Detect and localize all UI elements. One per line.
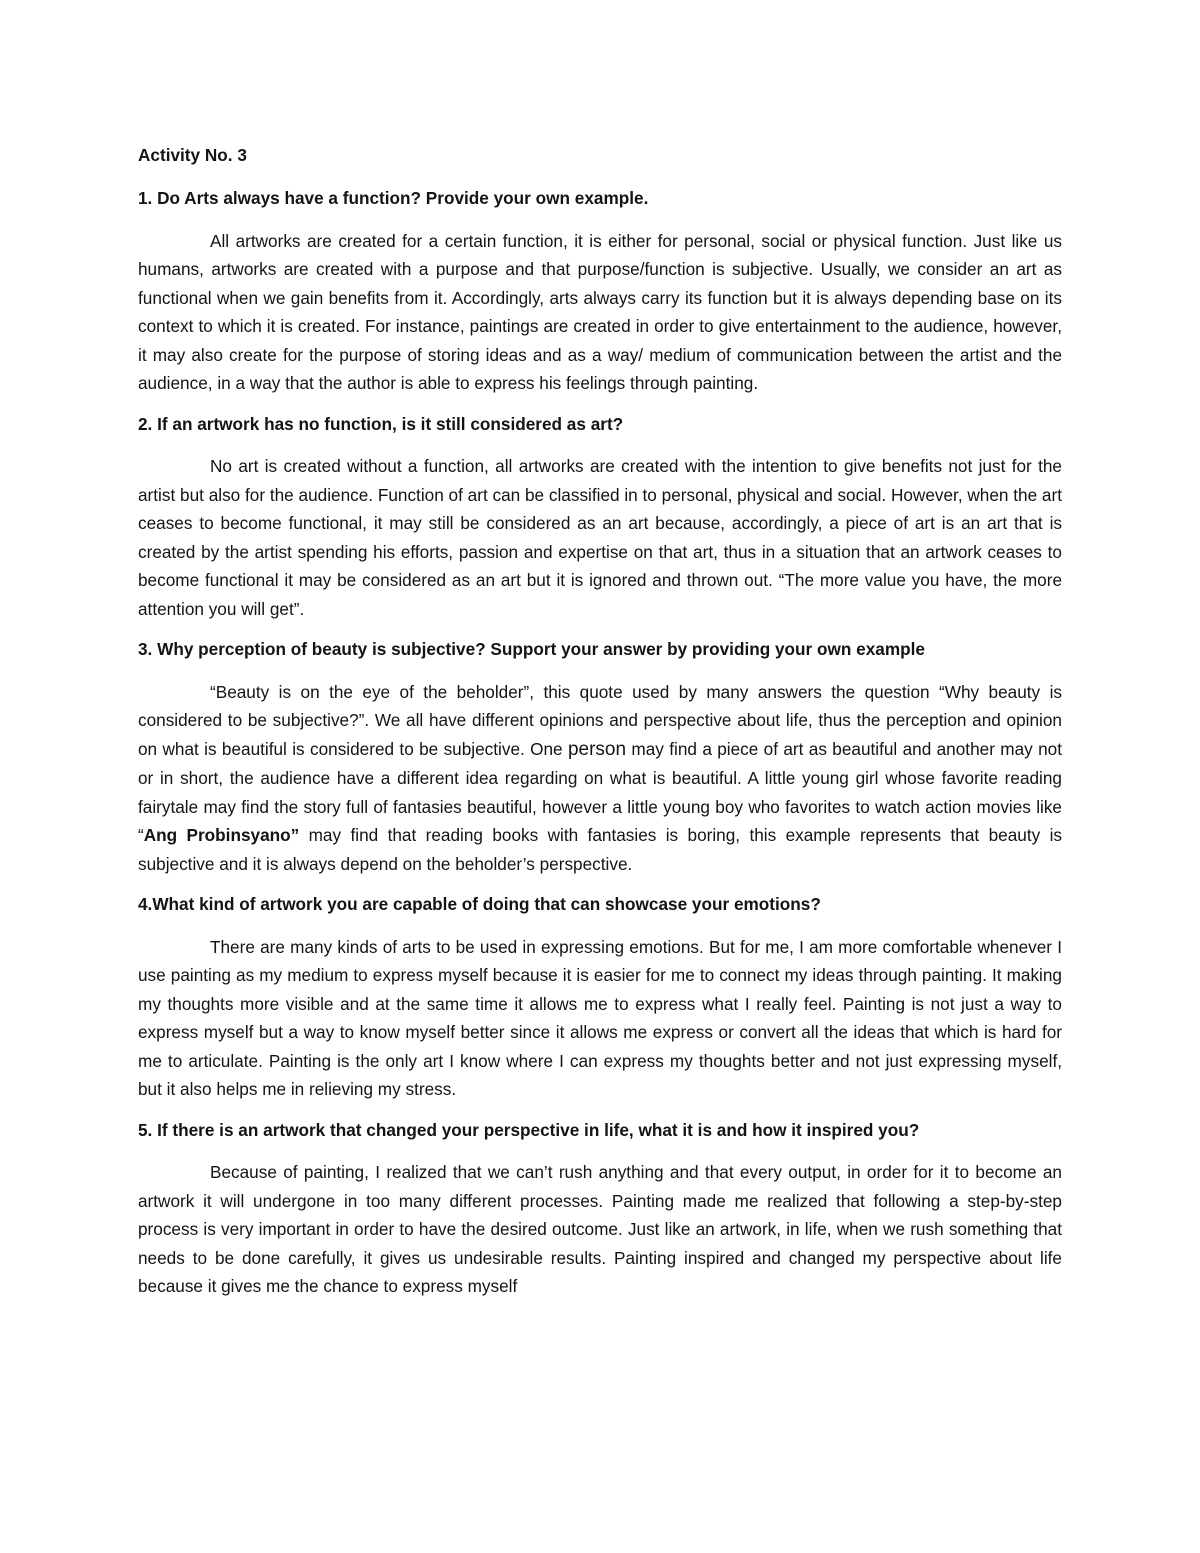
answer-5: Because of painting, I realized that we can’t rush anything and that every output, in order for it to become an artwork it will undergone in too many different processes. Painting made me realized that following a step-by-step process is very important in order to have the desired outcome. Just like an artwork, in life, when we rush something that needs to be done carefully, it gives us undesirable results. Painting inspired and changed my perspective about life because it gives me the chance to express myself: [138, 1162, 1062, 1296]
question-1: 1. Do Arts always have a function? Provide your own example.: [138, 188, 649, 208]
answer-3-person-word: person: [567, 738, 627, 760]
answer-3-part-2: may find a piece of art as beautiful and another may not or in short, the audience have a different idea regarding on what is beautiful. A little young girl whose favorite reading fairytale may find the story full of fantasies beautiful, however a little young boy who favorites to watch action movies like “: [138, 738, 1062, 845]
document-title: Activity No. 3: [138, 145, 247, 165]
answer-3: [138, 678, 1062, 879]
question-3: 3. Why perception of beauty is subjective? Support your answer by providing your own example: [138, 639, 925, 659]
question-5: 5. If there is an artwork that changed your perspective in life, what it is and how it inspired you?: [138, 1119, 920, 1140]
answer-4: There are many kinds of arts to be used in expressing emotions. But for me, I am more comfortable whenever I use painting as my medium to express myself because it is easier for me to connect my ideas through painting. It making my thoughts more visible and at the same time it allows me to express what I really feel. Painting is not just a way to express myself but a way to know myself better since it allows me express or convert all the ideas that which is hard for me to articulate. Painting is the only art I know where I can express my thoughts better and not just expressing myself, but it also helps me in relieving my stress.: [138, 936, 1062, 1099]
question-4: 4.What kind of artwork you are capable of doing that can showcase your emotions?: [138, 894, 821, 914]
answer-3-bold-title: Ang Probinsyano”: [143, 825, 300, 845]
question-2: 2. If an artwork has no function, is it still considered as art?: [138, 413, 624, 434]
answer-3-part-3: may find that reading books with fantasies is boring, this example represents that beauty is subjective and it is always depend on the beholder’s perspective.: [138, 825, 1062, 874]
answer-2: No art is created without a function, all artworks are created with the intention to give benefits not just for the artist but also for the audience. Function of art can be classified in to personal, physical and social. However, when the art ceases to become functional, it may still be considered as an art because, accordingly, a piece of art is an art that is created by the artist spending his efforts, passion and expertise on that art, thus in a situation that an artwork ceases to become functional it may be considered as an art but it is ignored and thrown out. “The more value you have, the more attention you will get”.: [138, 456, 1062, 619]
document-page: [138, 140, 1062, 1313]
answer-1: All artworks are created for a certain function, it is either for personal, social or physical function. Just like us humans, artworks are created with a purpose and that purpose/function is subjective. Usually, we consider an art as functional when we gain benefits from it. Accordingly, arts always carry its function but it is always depending base on its context to which it is created. For instance, paintings are created in order to give entertainment to the audience, however, it may also create for the purpose of storing ideas and as a way/ medium of communication between the artist and the audience, in a way that the author is able to express his feelings through painting.: [138, 230, 1062, 393]
answer-3-part-1: “Beauty is on the eye of the beholder”, this quote used by many answers the question “Why beauty is considered to be subjective?”. We all have different opinions and perspective about life, thus the perception and opinion on what is beautiful is considered to be subjective. One: [138, 681, 1062, 759]
